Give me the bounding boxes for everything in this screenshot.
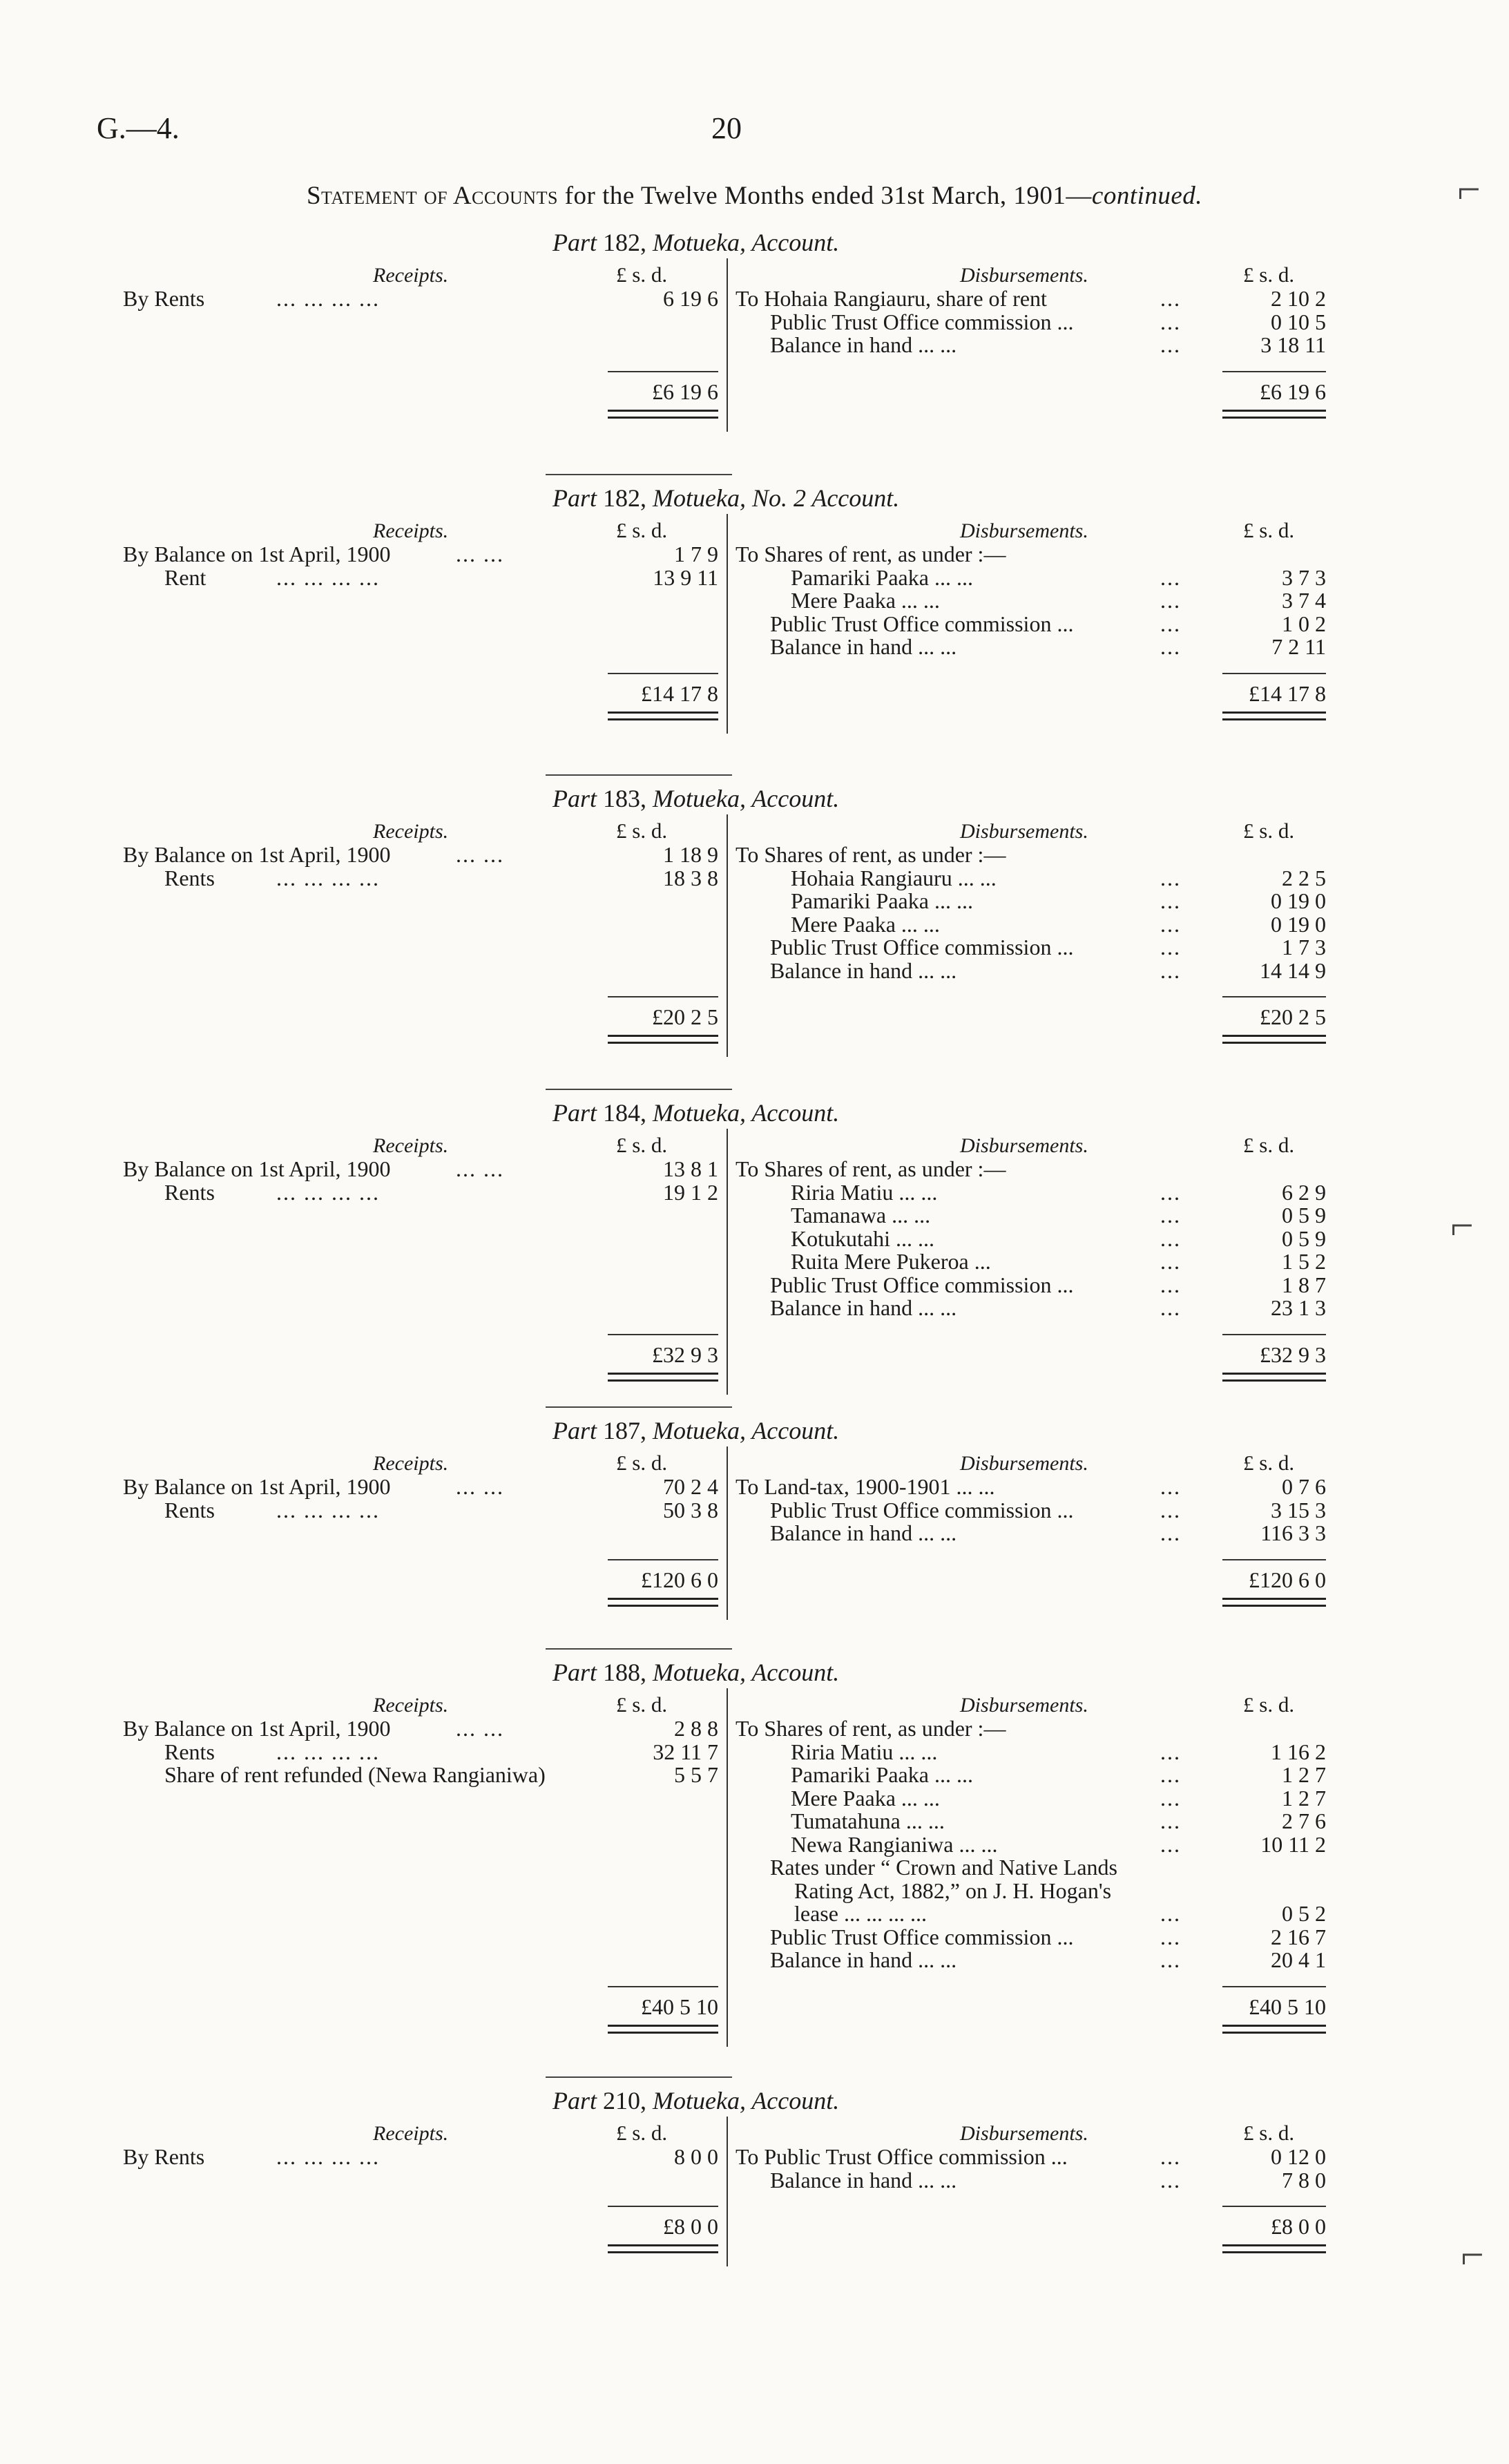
- disbursement-label: Mere Paaka ... ...: [791, 588, 940, 613]
- disbursement-amount: 1 0 2: [1282, 611, 1326, 636]
- disbursements-header: Disbursements.: [960, 820, 1088, 843]
- disbursement-dots: ...: [1160, 286, 1181, 311]
- receipt-dots: ... ... ... ...: [276, 865, 380, 890]
- receipts-header: Receipts.: [373, 264, 449, 287]
- receipt-amount: 13 9 11: [653, 564, 718, 590]
- disbursement-dots: ...: [1160, 1808, 1181, 1833]
- title-continued: continued.: [1091, 182, 1203, 210]
- disbursement-dots: ...: [1160, 1520, 1181, 1545]
- disbursement-dots: ...: [1160, 1295, 1181, 1320]
- disbursements-total-rule: [1222, 1035, 1326, 1044]
- disbursements-header: Disbursements.: [960, 1694, 1088, 1717]
- disbursement-label: Tumatahuna ... ...: [791, 1808, 945, 1833]
- disbursements-lsd-header: £ s. d.: [1243, 819, 1295, 843]
- receipt-label: By Rents: [123, 2144, 205, 2169]
- disbursement-label: To Shares of rent, as under :—: [736, 842, 1006, 867]
- account-title-part: Part: [552, 1417, 597, 1444]
- disbursement-amount: 2 16 7: [1271, 1924, 1326, 1949]
- receipts-header: Receipts.: [373, 820, 449, 843]
- section-separator: [546, 774, 732, 776]
- disbursement-dots: ...: [1160, 935, 1181, 959]
- receipts-header: Receipts.: [373, 1134, 449, 1157]
- disbursement-dots: ...: [1160, 1272, 1181, 1297]
- disbursements-sum-rule: [1222, 996, 1326, 997]
- disbursement-label: Kotukutahi ... ...: [791, 1225, 934, 1251]
- disbursement-amount: 10 11 2: [1260, 1831, 1326, 1857]
- disbursement-label: Public Trust Office commission ...: [770, 935, 1074, 959]
- receipts-total: £120 6 0: [641, 1567, 718, 1592]
- receipts-total: £8 0 0: [663, 2214, 718, 2239]
- column-divider: [727, 258, 728, 432]
- disbursement-label: Pamariki Paaka ... ...: [791, 1762, 973, 1787]
- receipt-dots: ... ...: [456, 1474, 504, 1499]
- receipt-amount: 5 5 7: [674, 1762, 718, 1787]
- disbursement-dots: ...: [1160, 1947, 1181, 1972]
- disbursement-label: Hohaia Rangiauru ... ...: [791, 865, 997, 890]
- disbursement-label: Balance in hand ... ...: [770, 957, 957, 983]
- receipts-total: £14 17 8: [641, 680, 718, 706]
- account-title-place: Motueka, Account.: [653, 1659, 840, 1686]
- receipt-dots: ... ...: [456, 1716, 504, 1741]
- disbursement-dots: ...: [1160, 888, 1181, 913]
- receipts-total-rule: [608, 1035, 718, 1044]
- disbursement-amount: 7 2 11: [1271, 634, 1326, 659]
- disbursement-label: Mere Paaka ... ...: [791, 911, 940, 937]
- receipt-dots: ... ... ... ...: [276, 286, 380, 311]
- account-title: [552, 2086, 939, 2115]
- disbursement-dots: ...: [1160, 564, 1181, 590]
- receipts-total-rule: [608, 2244, 718, 2253]
- disbursement-dots: ...: [1160, 2144, 1181, 2169]
- section-separator: [546, 2076, 732, 2078]
- account-title: [552, 784, 939, 813]
- disbursement-dots: ...: [1160, 1497, 1181, 1522]
- account-title: [552, 1098, 939, 1127]
- receipts-sum-rule: [608, 673, 718, 674]
- receipt-dots: ... ... ... ...: [276, 1497, 380, 1522]
- disbursement-amount: 7 8 0: [1282, 2167, 1326, 2193]
- receipt-label: By Balance on 1st April, 1900: [123, 542, 391, 566]
- disbursement-amount: 1 8 7: [1282, 1272, 1326, 1297]
- disbursement-amount: 2 7 6: [1282, 1808, 1326, 1833]
- disbursement-label: Public Trust Office commission ...: [770, 611, 1074, 636]
- disbursements-total-rule: [1222, 1373, 1326, 1382]
- account-title-number: 187,: [597, 1417, 653, 1444]
- page-edge-mark-2: ⌐: [1450, 1203, 1474, 1248]
- disbursement-dots: ...: [1160, 865, 1181, 890]
- page-edge-mark-1: ⌐: [1457, 166, 1481, 212]
- account-title: [552, 228, 939, 257]
- disbursement-dots: ...: [1160, 1474, 1181, 1499]
- disbursements-header: Disbursements.: [960, 1452, 1088, 1475]
- disbursement-dots: ...: [1160, 1831, 1181, 1857]
- disbursement-dots: ...: [1160, 1901, 1181, 1926]
- disbursement-dots: ...: [1160, 332, 1181, 357]
- disbursement-label: To Hohaia Rangiauru, share of rent: [736, 286, 1047, 311]
- receipt-dots: ... ... ... ...: [276, 564, 380, 590]
- account-title-part: Part: [552, 2087, 597, 2114]
- disbursement-amount: 0 5 9: [1282, 1225, 1326, 1251]
- statement-title: [0, 181, 1509, 211]
- account-title-number: 182,: [597, 229, 653, 256]
- account-title-number: 183,: [597, 785, 653, 812]
- disbursement-label: Public Trust Office commission ...: [770, 309, 1074, 334]
- disbursements-total: £8 0 0: [1271, 2214, 1326, 2239]
- disbursement-amount: 14 14 9: [1260, 957, 1326, 983]
- disbursements-total: £14 17 8: [1249, 680, 1326, 706]
- disbursement-label: Public Trust Office commission ...: [770, 1924, 1074, 1949]
- receipt-dots: ... ... ... ...: [276, 1739, 380, 1764]
- receipts-total: £32 9 3: [652, 1341, 718, 1367]
- disbursement-label: Riria Matiu ... ...: [791, 1179, 938, 1205]
- disbursement-label: Balance in hand ... ...: [770, 332, 957, 357]
- account-title-part: Part: [552, 484, 597, 512]
- section-separator: [546, 1406, 732, 1408]
- receipt-amount: 50 3 8: [663, 1497, 718, 1522]
- account-title-place: Motueka, Account.: [653, 1099, 840, 1127]
- receipt-dots: ... ...: [456, 842, 504, 867]
- disbursement-dots: ...: [1160, 1924, 1181, 1949]
- account-title-place: Motueka, No. 2 Account.: [653, 484, 900, 512]
- disbursement-label: Balance in hand ... ...: [770, 1295, 957, 1320]
- column-divider: [727, 1129, 728, 1395]
- receipt-dots: ... ... ... ...: [276, 2144, 380, 2169]
- disbursement-label: Tamanawa ... ...: [791, 1203, 931, 1228]
- receipt-label: By Balance on 1st April, 1900: [123, 1474, 391, 1499]
- disbursements-lsd-header: £ s. d.: [1243, 1451, 1295, 1475]
- account-title-number: 210,: [597, 2087, 653, 2114]
- receipt-dots: ... ... ... ...: [276, 1179, 380, 1205]
- disbursements-total-rule: [1222, 2244, 1326, 2253]
- receipts-total: £40 5 10: [641, 1994, 718, 2019]
- account-title-part: Part: [552, 785, 597, 812]
- receipts-lsd-header: £ s. d.: [616, 262, 668, 287]
- receipt-amount: 6 19 6: [663, 286, 718, 311]
- disbursement-label: Ruita Mere Pukeroa ...: [791, 1249, 991, 1274]
- receipt-label: Share of rent refunded (Newa Rangianiwa): [164, 1762, 546, 1787]
- receipts-sum-rule: [608, 1559, 718, 1560]
- column-divider: [727, 2117, 728, 2266]
- disbursements-total-rule: [1222, 1598, 1326, 1607]
- disbursement-dots: ...: [1160, 588, 1181, 613]
- page-header-code: G.—4.: [97, 111, 180, 145]
- account-title-number: 182,: [597, 484, 653, 512]
- account-title-part: Part: [552, 1099, 597, 1127]
- disbursement-label: Public Trust Office commission ...: [770, 1497, 1074, 1522]
- receipts-sum-rule: [608, 996, 718, 997]
- receipt-amount: 2 8 8: [674, 1716, 718, 1741]
- disbursement-label: Rates under “ Crown and Native Lands: [770, 1855, 1117, 1880]
- page-edge-mark-3: ⌐: [1461, 2232, 1484, 2277]
- disbursement-label: Newa Rangianiwa ... ...: [791, 1831, 998, 1857]
- disbursement-label: Balance in hand ... ...: [770, 1520, 957, 1545]
- disbursement-label: To Land-tax, 1900-1901 ... ...: [736, 1474, 995, 1499]
- receipts-lsd-header: £ s. d.: [616, 518, 668, 542]
- disbursements-sum-rule: [1222, 2206, 1326, 2207]
- disbursement-amount: 1 5 2: [1282, 1249, 1326, 1274]
- disbursement-dots: ...: [1160, 1249, 1181, 1274]
- disbursements-lsd-header: £ s. d.: [1243, 2121, 1295, 2145]
- disbursements-lsd-header: £ s. d.: [1243, 262, 1295, 287]
- disbursements-total: £6 19 6: [1260, 379, 1326, 404]
- disbursement-amount: 3 7 4: [1282, 588, 1326, 613]
- receipts-lsd-header: £ s. d.: [616, 1133, 668, 1157]
- disbursements-sum-rule: [1222, 1559, 1326, 1560]
- receipt-label: Rents: [164, 1739, 215, 1764]
- receipt-amount: 19 1 2: [663, 1179, 718, 1205]
- disbursement-dots: ...: [1160, 911, 1181, 937]
- disbursement-amount: 3 7 3: [1282, 564, 1326, 590]
- receipt-label: By Rents: [123, 286, 205, 311]
- title-prefix: Statement of Accounts: [306, 182, 558, 210]
- disbursements-total: £32 9 3: [1260, 1341, 1326, 1367]
- disbursements-header: Disbursements.: [960, 264, 1088, 287]
- receipts-total: £20 2 5: [652, 1004, 718, 1029]
- disbursement-label: Public Trust Office commission ...: [770, 1272, 1074, 1297]
- disbursements-total-rule: [1222, 410, 1326, 419]
- receipts-header: Receipts.: [373, 1452, 449, 1475]
- disbursement-dots: ...: [1160, 1203, 1181, 1228]
- disbursement-label: To Public Trust Office commission ...: [736, 2144, 1068, 2169]
- disbursement-amount: 0 5 2: [1282, 1901, 1326, 1926]
- receipts-total: £6 19 6: [652, 379, 718, 404]
- disbursement-amount: 0 19 0: [1271, 888, 1326, 913]
- disbursement-amount: 1 7 3: [1282, 935, 1326, 959]
- receipts-sum-rule: [608, 1334, 718, 1335]
- disbursement-label: Pamariki Paaka ... ...: [791, 888, 973, 913]
- disbursements-total: £40 5 10: [1249, 1994, 1326, 2019]
- disbursement-amount: 1 2 7: [1282, 1762, 1326, 1787]
- disbursement-label: Balance in hand ... ...: [770, 1947, 957, 1972]
- receipts-header: Receipts.: [373, 519, 449, 542]
- disbursement-amount: 3 18 11: [1260, 332, 1326, 357]
- disbursements-header: Disbursements.: [960, 2122, 1088, 2145]
- receipt-label: By Balance on 1st April, 1900: [123, 842, 391, 867]
- account-title-number: 184,: [597, 1099, 653, 1127]
- receipts-sum-rule: [608, 1986, 718, 1987]
- disbursement-dots: ...: [1160, 634, 1181, 659]
- disbursements-total: £120 6 0: [1249, 1567, 1326, 1592]
- disbursements-sum-rule: [1222, 1334, 1326, 1335]
- receipts-total-rule: [608, 2025, 718, 2034]
- disbursement-label: Balance in hand ... ...: [770, 2167, 957, 2193]
- account-title: [552, 484, 939, 513]
- disbursements-lsd-header: £ s. d.: [1243, 1692, 1295, 1717]
- disbursement-label: To Shares of rent, as under :—: [736, 542, 1006, 566]
- account-title-place: Motueka, Account.: [653, 2087, 840, 2114]
- receipt-label: Rents: [164, 1497, 215, 1522]
- disbursement-dots: ...: [1160, 957, 1181, 983]
- disbursement-label: Pamariki Paaka ... ...: [791, 564, 973, 590]
- disbursements-lsd-header: £ s. d.: [1243, 1133, 1295, 1157]
- account-title: [552, 1658, 939, 1687]
- section-separator: [546, 1648, 732, 1650]
- disbursements-header: Disbursements.: [960, 1134, 1088, 1157]
- receipt-amount: 18 3 8: [663, 865, 718, 890]
- receipts-total-rule: [608, 410, 718, 419]
- section-separator: [546, 1089, 732, 1090]
- section-separator: [546, 474, 732, 475]
- receipt-amount: 32 11 7: [653, 1739, 718, 1764]
- account-title-part: Part: [552, 229, 597, 256]
- receipts-lsd-header: £ s. d.: [616, 1692, 668, 1717]
- disbursement-amount: 0 7 6: [1282, 1474, 1326, 1499]
- column-divider: [727, 1688, 728, 2047]
- receipts-sum-rule: [608, 2206, 718, 2207]
- receipts-lsd-header: £ s. d.: [616, 819, 668, 843]
- receipt-dots: ... ...: [456, 542, 504, 566]
- page-number: 20: [711, 111, 742, 145]
- receipt-label: Rent: [164, 564, 206, 590]
- disbursement-amount: 23 1 3: [1271, 1295, 1326, 1320]
- disbursement-amount: 0 10 5: [1271, 309, 1326, 334]
- column-divider: [727, 814, 728, 1057]
- receipt-label: Rents: [164, 1179, 215, 1205]
- receipt-amount: 8 0 0: [674, 2144, 718, 2169]
- disbursement-amount: 0 19 0: [1271, 911, 1326, 937]
- disbursement-amount: 2 2 5: [1282, 865, 1326, 890]
- receipts-total-rule: [608, 711, 718, 720]
- receipt-amount: 1 7 9: [674, 542, 718, 566]
- receipts-total-rule: [608, 1373, 718, 1382]
- column-divider: [727, 514, 728, 734]
- disbursement-dots: ...: [1160, 309, 1181, 334]
- disbursement-label: lease ... ... ... ...: [794, 1901, 927, 1926]
- column-divider: [727, 1446, 728, 1620]
- disbursement-amount: 1 16 2: [1271, 1739, 1326, 1764]
- receipts-lsd-header: £ s. d.: [616, 1451, 668, 1475]
- receipt-label: Rents: [164, 865, 215, 890]
- disbursement-dots: ...: [1160, 1785, 1181, 1811]
- disbursement-amount: 0 12 0: [1271, 2144, 1326, 2169]
- title-rest: for the Twelve Months ended 31st March, 1901—: [564, 182, 1092, 210]
- disbursement-amount: 6 2 9: [1282, 1179, 1326, 1205]
- disbursement-amount: 1 2 7: [1282, 1785, 1326, 1811]
- account-title: [552, 1416, 939, 1445]
- receipt-amount: 13 8 1: [663, 1156, 718, 1181]
- disbursement-label: Rating Act, 1882,” on J. H. Hogan's: [794, 1878, 1112, 1903]
- account-title-place: Motueka, Account.: [653, 1417, 840, 1444]
- disbursements-total: £20 2 5: [1260, 1004, 1326, 1029]
- disbursement-dots: ...: [1160, 1225, 1181, 1251]
- receipts-total-rule: [608, 1598, 718, 1607]
- account-title-place: Motueka, Account.: [653, 229, 840, 256]
- receipts-lsd-header: £ s. d.: [616, 2121, 668, 2145]
- disbursement-label: To Shares of rent, as under :—: [736, 1716, 1006, 1741]
- disbursement-dots: ...: [1160, 1762, 1181, 1787]
- disbursements-total-rule: [1222, 2025, 1326, 2034]
- disbursement-amount: 20 4 1: [1271, 1947, 1326, 1972]
- account-title-part: Part: [552, 1659, 597, 1686]
- account-title-number: 188,: [597, 1659, 653, 1686]
- disbursement-dots: ...: [1160, 611, 1181, 636]
- disbursements-sum-rule: [1222, 371, 1326, 372]
- receipt-amount: 70 2 4: [663, 1474, 718, 1499]
- receipt-label: By Balance on 1st April, 1900: [123, 1716, 391, 1741]
- receipt-dots: ... ...: [456, 1156, 504, 1181]
- disbursement-amount: 2 10 2: [1271, 286, 1326, 311]
- disbursements-header: Disbursements.: [960, 519, 1088, 542]
- disbursements-lsd-header: £ s. d.: [1243, 518, 1295, 542]
- disbursement-amount: 3 15 3: [1271, 1497, 1326, 1522]
- receipt-label: By Balance on 1st April, 1900: [123, 1156, 391, 1181]
- receipts-header: Receipts.: [373, 2122, 449, 2145]
- receipt-amount: 1 18 9: [663, 842, 718, 867]
- receipts-sum-rule: [608, 371, 718, 372]
- account-title-place: Motueka, Account.: [653, 785, 840, 812]
- disbursements-sum-rule: [1222, 673, 1326, 674]
- disbursements-sum-rule: [1222, 1986, 1326, 1987]
- disbursement-label: To Shares of rent, as under :—: [736, 1156, 1006, 1181]
- disbursements-total-rule: [1222, 711, 1326, 720]
- disbursement-amount: 0 5 9: [1282, 1203, 1326, 1228]
- receipts-header: Receipts.: [373, 1694, 449, 1717]
- disbursement-label: Balance in hand ... ...: [770, 634, 957, 659]
- disbursement-label: Mere Paaka ... ...: [791, 1785, 940, 1811]
- disbursement-amount: 116 3 3: [1260, 1520, 1326, 1545]
- disbursement-dots: ...: [1160, 1179, 1181, 1205]
- disbursement-label: Riria Matiu ... ...: [791, 1739, 938, 1764]
- disbursement-dots: ...: [1160, 2167, 1181, 2193]
- disbursement-dots: ...: [1160, 1739, 1181, 1764]
